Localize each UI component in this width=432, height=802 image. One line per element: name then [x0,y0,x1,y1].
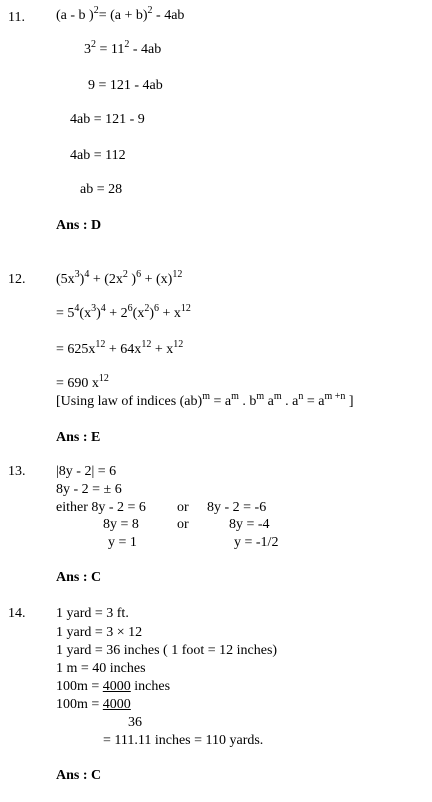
q14-line-4: 1 m = 40 inches [56,661,146,676]
q13-line-1: |8y - 2| = 6 [56,464,117,479]
q11-line-3: 9 = 121 - 4ab [88,78,163,93]
q13-answer: Ans : C [56,570,102,585]
q13-line-3b: 8y - 2 = -6 [207,500,267,515]
q11-line-2: $3^2 = 11^2 - 4ab$ [84,39,162,57]
q13-line-2: 8y - 2 = ± 6 [56,482,122,497]
q11-line-6: ab = 28 [80,182,123,197]
q11-answer: Ans : D [56,218,102,233]
q14-answer: Ans : C [56,768,102,783]
q13-line-5b: y = -1/2 [234,535,279,550]
q12-line-3: = $625x^{12} + 64x^{12} + x^{12}$ [56,339,184,357]
q13-line-4b: 8y = -4 [229,517,270,532]
q14-line-7: 36 [128,715,142,730]
q12-line-2: = $5^4(x^3)^4 + 2^6(x^2)^6 + x^{12}$ [56,303,191,321]
q12-line-5: [Using law of indices $(ab)^m = a^m$ . $b^m$ $a^m$ . $a^n = a^{m +n}$ ] [56,391,354,409]
q14-line-8: = 111.11 inches = 110 yards. [103,733,264,748]
question-number-12: 12. [8,272,26,287]
question-number-13: 13. [8,464,26,479]
q14-line-5: 100m = 4000 inches [56,679,171,694]
question-number-14: 14. [8,606,26,621]
q13-line-5a: y = 1 [108,535,137,550]
q12-line-4: = 690 $x^{12}$ [56,373,109,391]
q11-line-1: (a - b )$^2= (a + b)^2 - 4ab$ [56,5,185,23]
q11-line-5: 4ab = 112 [70,148,126,163]
q11-line-4: 4ab = 121 - 9 [70,112,145,127]
q13-line-4a: 8y = 8 [103,517,139,532]
q14-line-1: 1 yard = 3 ft. [56,606,129,621]
q14-line-3: 1 yard = 36 inches ( 1 foot = 12 inches) [56,643,278,658]
question-number-11: 11. [8,10,25,25]
q13-line-3-or: or [177,500,189,515]
q13-line-4-or: or [177,517,189,532]
q12-answer: Ans : E [56,430,101,445]
q14-line-2: 1 yard = 3 × 12 [56,625,143,640]
q14-line-6: 100m = 4000 [56,697,131,712]
q13-line-3a: either 8y - 2 = 6 [56,500,146,515]
q12-line-1: $(5x^3)^4 + (2x^2$ )$^6 + (x)^{12}$ [56,269,183,287]
